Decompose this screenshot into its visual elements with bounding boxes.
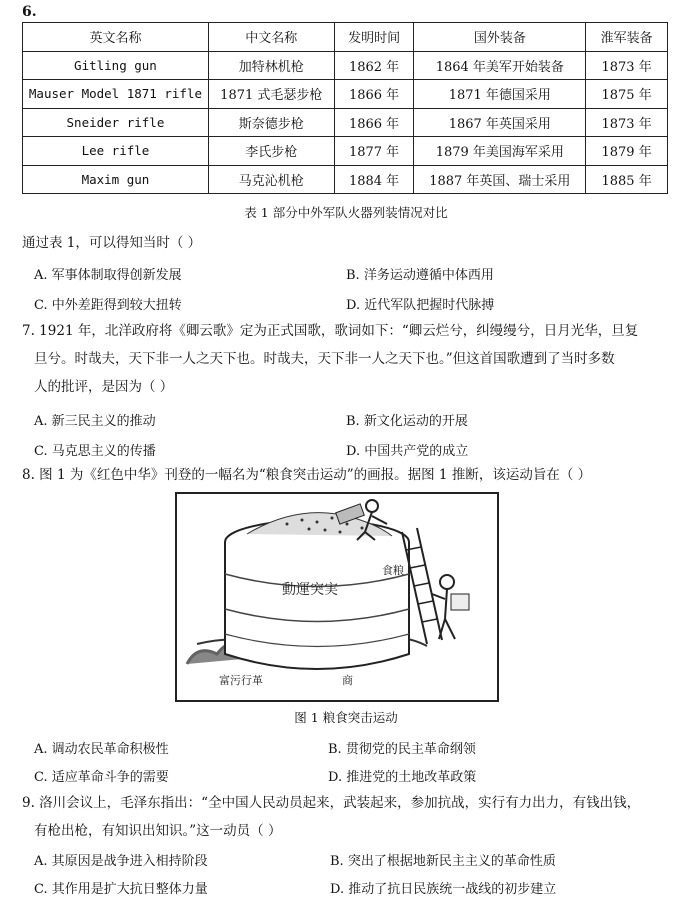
header-invention-time: 发明时间 bbox=[334, 23, 414, 52]
cell-huai: 1873 年 bbox=[586, 51, 668, 80]
table-row bbox=[23, 108, 668, 137]
question-6-option-b: B. 洋务运动遵循中体西用 bbox=[346, 268, 494, 283]
cell-time: 1866 年 bbox=[334, 108, 414, 137]
cell-english: Mauser Model 1871 rifle bbox=[23, 80, 209, 109]
question-7-option-c: C. 马克思主义的传播 bbox=[34, 444, 156, 459]
cell-chinese: 1871 式毛瑟步枪 bbox=[208, 80, 334, 109]
cell-time: 1862 年 bbox=[334, 51, 414, 80]
question-9-option-d: D. 推动了抗日民族统一战线的初步建立 bbox=[330, 882, 557, 897]
header-huai-army-equip: 淮军装备 bbox=[586, 23, 668, 52]
question-9-option-a: A. 其原因是战争进入相持阶段 bbox=[34, 854, 208, 869]
cell-time: 1884 年 bbox=[334, 165, 414, 194]
ground-label-left: 富污行革 bbox=[219, 674, 263, 687]
question-8-option-b: B. 贯彻党的民主革命纲领 bbox=[328, 742, 476, 757]
question-8-stem: 8. 图 1 为《红色中华》刊登的一幅名为“粮食突击运动”的画报。据图 1 推断，该运动旨在（ ） bbox=[22, 467, 592, 483]
header-foreign-equip: 国外装备 bbox=[414, 23, 586, 52]
table-row bbox=[23, 165, 668, 194]
cell-huai: 1875 年 bbox=[586, 80, 668, 109]
figure-caption: 图 1 粮食突击运动 bbox=[294, 710, 398, 725]
question-9-option-c: C. 其作用是扩大抗日整体力量 bbox=[34, 882, 208, 897]
firearms-comparison-table bbox=[22, 22, 668, 194]
drum-label-banner: 動運突実 bbox=[282, 582, 338, 598]
question-6-option-a: A. 军事体制取得创新发展 bbox=[34, 268, 182, 283]
cell-time: 1877 年 bbox=[334, 137, 414, 166]
question-6-stem: 通过表 1，可以得知当时（ ） bbox=[22, 235, 202, 251]
question-7-stem-line2: 旦兮。时哉夫，天下非一人之天下也。时哉夫，天下非一人之天下也。”但这首国歌遭到了当时多数 bbox=[34, 351, 615, 367]
cell-huai: 1873 年 bbox=[586, 108, 668, 137]
question-7-stem-line3: 人的批评，是因为（ ） bbox=[34, 379, 174, 395]
question-8-option-a: A. 调动农民革命积极性 bbox=[34, 742, 169, 757]
cell-chinese: 加特林机枪 bbox=[208, 51, 334, 80]
table-row bbox=[23, 137, 668, 166]
question-7-option-a: A. 新三民主义的推动 bbox=[34, 414, 156, 429]
question-6-option-d: D. 近代军队把握时代脉搏 bbox=[346, 298, 495, 313]
table-row bbox=[23, 51, 668, 80]
grain-campaign-illustration bbox=[175, 492, 499, 702]
question-9-stem-line1: 9. 洛川会议上，毛泽东指出：“全中国人民动员起来，武装起来，参加抗战，实行有力出力，有钱出钱， bbox=[22, 795, 641, 811]
question-7-option-d: D. 中国共产党的成立 bbox=[346, 444, 469, 459]
question-7-option-b: B. 新文化运动的开展 bbox=[346, 414, 468, 429]
cell-english: Gitling gun bbox=[23, 51, 209, 80]
header-english-name: 英文名称 bbox=[23, 23, 209, 52]
drum-label-grain: 食粮 bbox=[382, 564, 404, 577]
question-7-stem-line1: 7. 1921 年，北洋政府将《卿云歌》定为正式国歌，歌词如下：“卿云烂兮，纠缦缦兮，日月光华，旦复 bbox=[22, 323, 639, 339]
cell-foreign: 1867 年英国采用 bbox=[414, 108, 586, 137]
question-9-option-b: B. 突出了根据地新民主主义的革命性质 bbox=[330, 854, 556, 869]
cell-time: 1866 年 bbox=[334, 80, 414, 109]
cell-foreign: 1887 年英国、瑞士采用 bbox=[414, 165, 586, 194]
cell-english: Maxim gun bbox=[23, 165, 209, 194]
ground-label-right: 商 bbox=[342, 674, 353, 687]
cell-english: Sneider rifle bbox=[23, 108, 209, 137]
cell-foreign: 1879 年美国海军采用 bbox=[414, 137, 586, 166]
question-9-stem-line2: 有枪出枪，有知识出知识。”这一动员（ ） bbox=[34, 823, 282, 839]
cell-huai: 1885 年 bbox=[586, 165, 668, 194]
question-6-option-c: C. 中外差距得到较大扭转 bbox=[34, 298, 182, 313]
cell-foreign: 1871 年德国采用 bbox=[414, 80, 586, 109]
table-caption: 表 1 部分中外军队火器列装情况对比 bbox=[244, 205, 448, 220]
cell-huai: 1879 年 bbox=[586, 137, 668, 166]
cell-chinese: 斯奈德步枪 bbox=[208, 108, 334, 137]
cell-chinese: 李氏步枪 bbox=[208, 137, 334, 166]
question-8-option-d: D. 推进党的土地改革政策 bbox=[328, 770, 477, 785]
grain-drum-drawing bbox=[177, 494, 493, 696]
question-6-number: 6. bbox=[22, 4, 37, 20]
header-chinese-name: 中文名称 bbox=[208, 23, 334, 52]
question-8-option-c: C. 适应革命斗争的需要 bbox=[34, 770, 169, 785]
table-row bbox=[23, 80, 668, 109]
table-header-row bbox=[23, 23, 668, 52]
cell-english: Lee rifle bbox=[23, 137, 209, 166]
cell-chinese: 马克沁机枪 bbox=[208, 165, 334, 194]
cell-foreign: 1864 年美军开始装备 bbox=[414, 51, 586, 80]
